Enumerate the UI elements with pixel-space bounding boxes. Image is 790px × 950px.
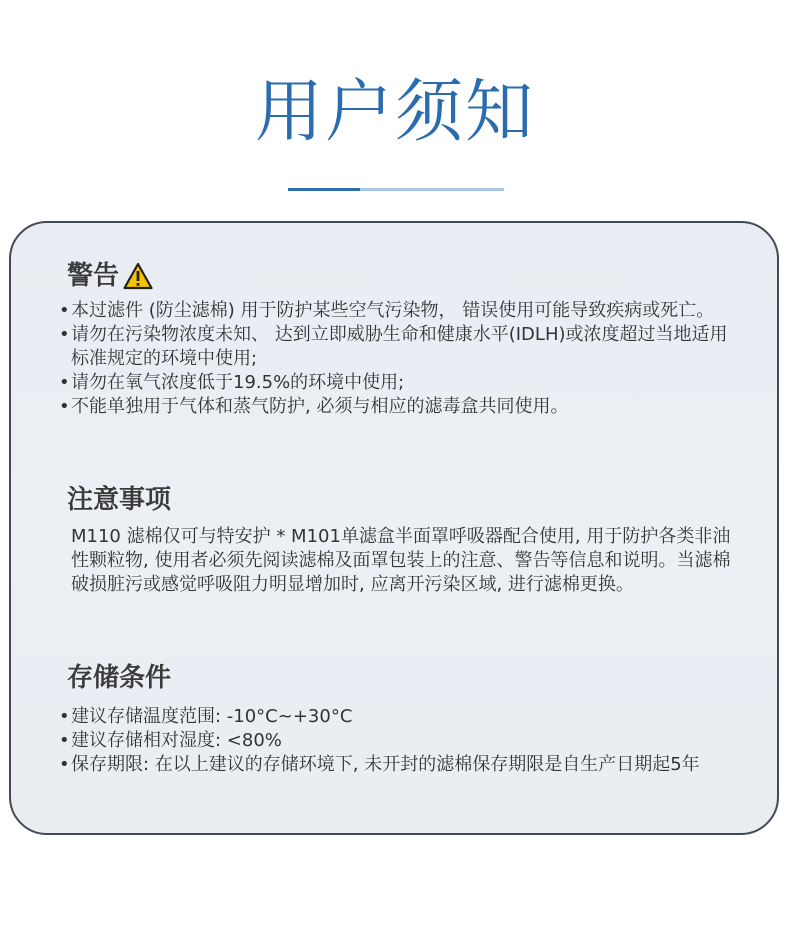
warning-heading: [67, 259, 153, 293]
bullet-mark: •: [59, 300, 70, 321]
bullet-mark: •: [59, 396, 70, 417]
underline-light-segment: [360, 188, 504, 191]
list-item: [59, 729, 739, 753]
list-item: [59, 705, 739, 729]
warning-item-text: 本过滤件 (防尘滤棉) 用于防护某些空气污染物， 错误使用可能导致疾病或死亡。: [71, 300, 715, 321]
notes-paragraph: M110 滤棉仅可与特安护 * M101单滤盒半面罩呼吸器配合使用, 用于防护各类非油性颗粒物, 使用者必须先阅读滤棉及面罩包装上的注意、警告等信息和说明。当滤棉破损脏污或感觉呼吸阻力明显增加时, 应离开污染区域, 进行滤棉更换。: [71, 526, 731, 595]
storage-item-text: 建议存储温度范围: -10°C~+30°C: [71, 706, 353, 727]
list-item: [59, 753, 739, 777]
bullet-mark: •: [59, 372, 70, 393]
notice-card: [9, 221, 779, 835]
storage-item-text: 保存期限: 在以上建议的存储环境下, 未开封的滤棉保存期限是自生产日期起5年: [71, 754, 700, 775]
bullet-mark: •: [59, 754, 70, 775]
warning-icon: [123, 262, 153, 290]
list-item: [59, 299, 739, 323]
storage-list: [59, 705, 739, 777]
list-item: [59, 395, 739, 419]
notes-heading: [67, 483, 171, 517]
underline-dark-segment: [288, 188, 360, 191]
warning-item-text: 请勿在污染物浓度未知、 达到立即威胁生命和健康水平(IDLH)或浓度超过当地适用标准规定的环境中使用;: [71, 324, 728, 369]
bullet-mark: •: [59, 706, 70, 727]
warning-item-text: 不能单独用于气体和蒸气防护, 必须与相应的滤毒盒共同使用。: [71, 396, 569, 417]
storage-item-text: 建议存储相对湿度: <80%: [71, 730, 282, 751]
warning-item-text: 请勿在氧气浓度低于19.5%的环境中使用;: [71, 372, 405, 393]
bullet-mark: •: [59, 730, 70, 751]
notes-heading-label: 注意事项: [67, 485, 172, 515]
notes-block: [59, 525, 739, 597]
storage-heading-label: 存储条件: [67, 663, 172, 693]
storage-heading: [67, 661, 171, 695]
bullet-mark: •: [59, 324, 70, 345]
warning-heading-label: 警告: [67, 261, 120, 291]
title-underline: [288, 188, 504, 191]
page-title: 用户须知: [254, 73, 535, 152]
list-item: [59, 323, 739, 371]
list-item: [59, 371, 739, 395]
warning-list: [59, 299, 739, 419]
